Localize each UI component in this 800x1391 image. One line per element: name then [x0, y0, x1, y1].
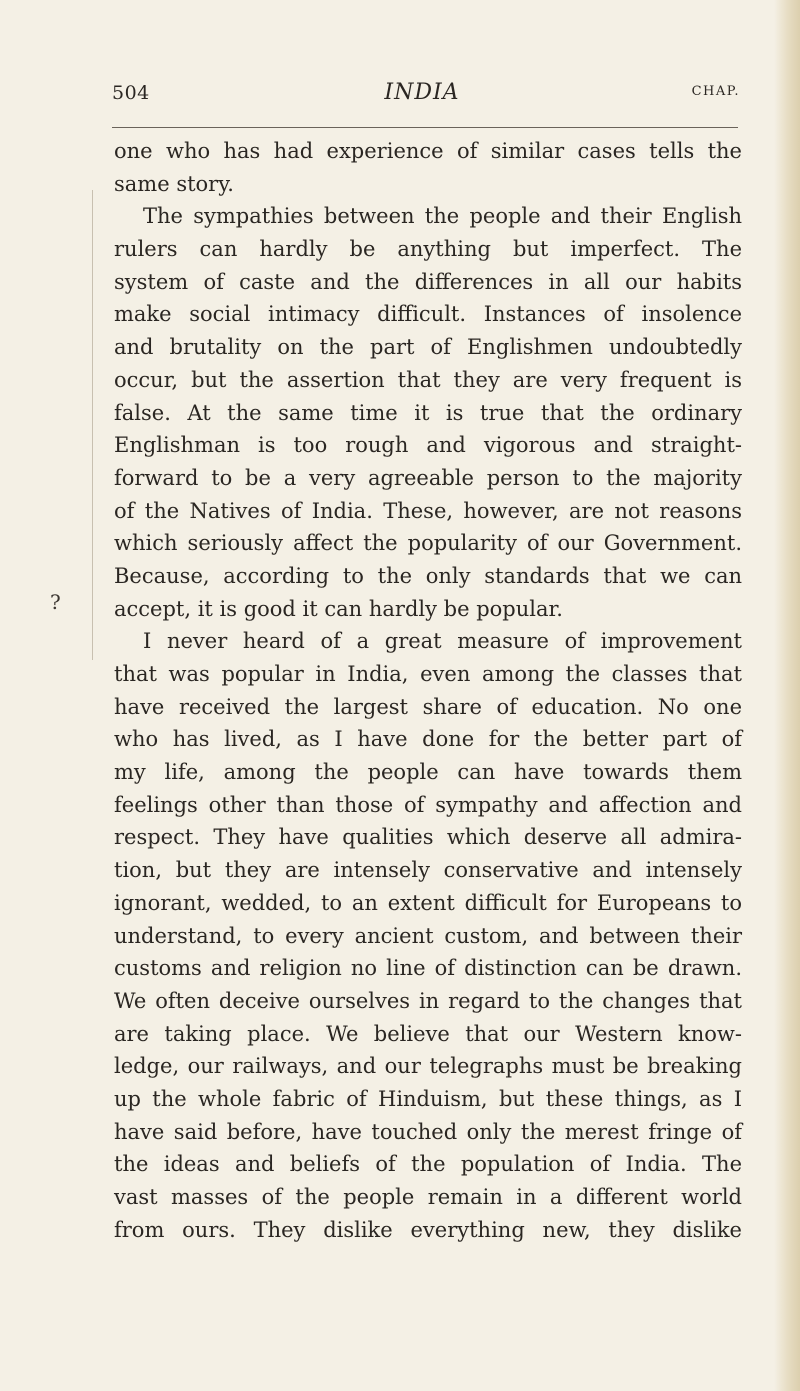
text-line: same story.: [114, 171, 234, 196]
text-line: vast masses of the people remain in a different world: [114, 1185, 742, 1209]
text-line: the ideas and beliefs of the population of India. The: [114, 1152, 742, 1177]
text-line: of the Natives of India. These, however, are not reasons: [114, 498, 742, 523]
text-line: ignorant, wedded, to an extent difficult for Europeans to: [114, 890, 742, 915]
text-line: feelings other than those of sympathy and affection and: [114, 792, 742, 817]
header-rule: [112, 127, 738, 128]
margin-note: ?: [50, 590, 61, 614]
text-line: my life, among the people can have towards them: [114, 760, 742, 785]
text-line: The sympathies between the people and their English: [143, 204, 742, 229]
text-line: which seriously affect the popularity of our Government.: [114, 531, 742, 556]
text-line: up the whole fabric of Hinduism, but these things, as I: [114, 1086, 742, 1111]
text-line: forward to be a very agreeable person to the majority: [114, 465, 742, 490]
text-line: false. At the same time it is true that the ordinary: [114, 400, 742, 425]
text-line: system of caste and the differences in all our habits: [114, 269, 742, 294]
text-line: ledge, our railways, and our telegraphs must be breaking: [114, 1054, 742, 1079]
body-text: [114, 135, 742, 1246]
text-line: Englishman is too rough and vigorous and straight-: [114, 433, 742, 458]
text-line: We often deceive ourselves in regard to the changes that: [114, 988, 742, 1013]
text-line: accept, it is good it can hardly be popular.: [114, 596, 563, 621]
text-line: tion, but they are intensely conservative and intensely: [114, 858, 742, 883]
text-line: that was popular in India, even among the classes that: [114, 662, 742, 686]
running-head: INDIA: [384, 80, 460, 105]
text-line: rulers can hardly be anything but imperfect. The: [114, 237, 742, 262]
text-line: I never heard of a great measure of improvement: [143, 629, 742, 654]
text-line: who has lived, as I have done for the better part of: [114, 727, 742, 752]
chapter-label: CHAP.: [691, 84, 740, 99]
text-line: have received the largest share of education. No one: [114, 694, 742, 719]
text-line: understand, to every ancient custom, and between their: [114, 923, 742, 948]
page-number: 504: [112, 82, 150, 104]
page-header: [112, 80, 740, 114]
margin-pencil-line: [92, 190, 93, 660]
page-edge-shadow: [774, 0, 800, 1391]
text-line: Because, according to the only standards that we can: [114, 563, 742, 588]
text-line: customs and religion no line of distinction can be drawn.: [114, 956, 742, 981]
text-line: one who has had experience of similar cases tells the: [114, 139, 742, 163]
text-line: are taking place. We believe that our Western know-: [114, 1021, 742, 1046]
text-line: from ours. They dislike everything new, they dislike: [114, 1217, 742, 1242]
text-line: make social intimacy difficult. Instances of insolence: [114, 302, 742, 327]
text-line: occur, but the assertion that they are very frequent is: [114, 367, 742, 392]
text-line: respect. They have qualities which deserve all admira-: [114, 825, 742, 850]
text-line: and brutality on the part of Englishmen undoubtedly: [114, 335, 742, 360]
text-line: have said before, have touched only the merest fringe of: [114, 1119, 742, 1144]
